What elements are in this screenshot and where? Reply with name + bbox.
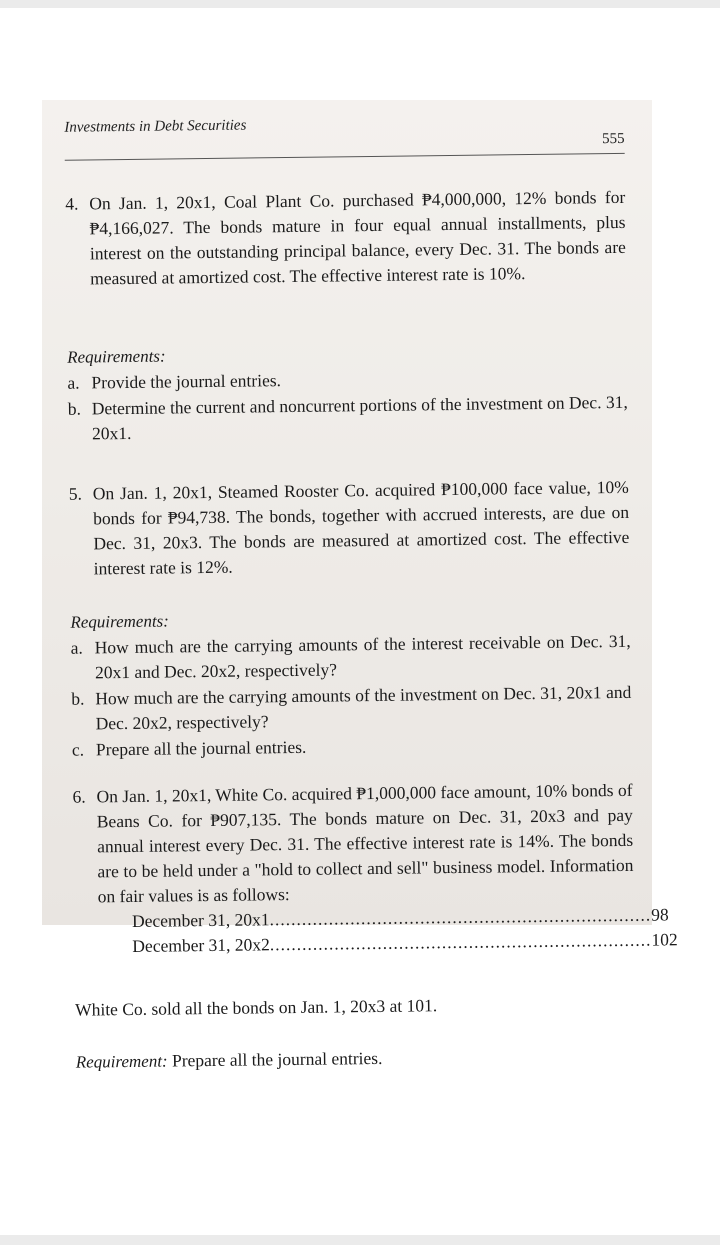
book-page-photo: [42, 100, 678, 1072]
requirement-letter: a.: [67, 372, 80, 393]
header-rule: [65, 153, 625, 161]
requirement-text: Determine the current and noncurrent portions of the investment on Dec. 31, 20x1.: [91, 391, 628, 444]
viewer-top-bar: [0, 0, 720, 8]
fair-value-row: [132, 929, 678, 959]
problem-4: [65, 185, 626, 292]
fair-value-amount: 98: [651, 904, 669, 925]
fair-value-date: December 31, 20x2: [132, 934, 270, 956]
problem-number: 5.: [68, 483, 83, 504]
problem-number: 4.: [65, 193, 79, 214]
problem-text: On Jan. 1, 20x1, Coal Plant Co. purchased ₱4,000,000, 12% bonds for ₱4,166,027. The bonds mature in four equal annual installments, plus interest on the outstanding principal balance, every Dec. 31. The bonds are measured at amortized cost. The effective interest rate is 10%.: [89, 186, 626, 289]
running-title: Investments in Debt Securities: [64, 117, 247, 136]
problem-4-requirements: [67, 338, 628, 447]
requirement-text: Provide the journal entries.: [91, 370, 282, 393]
requirement-text: How much are the carrying amounts of the interest receivable on Dec. 31, 20x1 and Dec. 20x2, respectively?: [94, 630, 631, 683]
problem-6-requirement: [76, 1043, 636, 1075]
leader-dots: .......................................................................: [269, 904, 652, 930]
problem-6-sale: [75, 991, 635, 1023]
requirement-item: [68, 390, 629, 447]
requirement-text: Prepare all the journal entries.: [95, 736, 307, 760]
leader-dots: .......................................................................: [269, 929, 652, 955]
requirement-letter: b.: [67, 398, 82, 419]
problem-5: [69, 475, 630, 582]
sale-text: White Co. sold all the bonds on Jan. 1, 20x3 at 101.: [74, 995, 438, 1020]
fair-value-date: December 31, 20x1: [131, 909, 270, 931]
problem-text: On Jan. 1, 20x1, Steamed Rooster Co. acquired ₱100,000 face value, 10% bonds for ₱94,738. The bonds, together with accrued interests, are due on Dec. 31, 20x3. The bonds are measured at amortized cost. The effective interest rate is 12%.: [92, 476, 630, 579]
fair-value-amount: 102: [651, 929, 678, 950]
problem-text: On Jan. 1, 20x1, White Co. acquired ₱1,000,000 face amount, 10% bonds of Beans Co. for ₱907,135. The bonds mature on Dec. 31, 20x3 and pay annual interest every Dec. 31. The effective interest rate is 14%. The bonds are to be held under a "hold to collect and sell" business model. Information on fair values is as follows:: [96, 779, 634, 907]
viewer-bottom-bar: [0, 1235, 720, 1245]
requirement-item: [71, 629, 632, 686]
requirement-letter: b.: [71, 688, 85, 709]
problem-6: [72, 778, 678, 960]
page-number: 555: [601, 130, 625, 148]
book-page: [42, 93, 678, 1072]
requirement-text: Prepare all the journal entries.: [171, 1047, 383, 1071]
problem-number: 6.: [72, 786, 86, 807]
requirement-text: How much are the carrying amounts of the investment on Dec. 31, 20x1 and Dec. 20x2, respectively?: [95, 681, 632, 734]
requirement-item: [71, 680, 632, 737]
requirements-heading: Requirements:: [70, 611, 170, 632]
page-header: [64, 113, 624, 154]
requirement-heading: Requirement:: [75, 1051, 168, 1072]
requirement-letter: c.: [71, 739, 85, 760]
problem-5-requirements: [70, 603, 632, 763]
requirements-heading: Requirements:: [67, 346, 166, 367]
requirement-letter: a.: [70, 637, 83, 658]
